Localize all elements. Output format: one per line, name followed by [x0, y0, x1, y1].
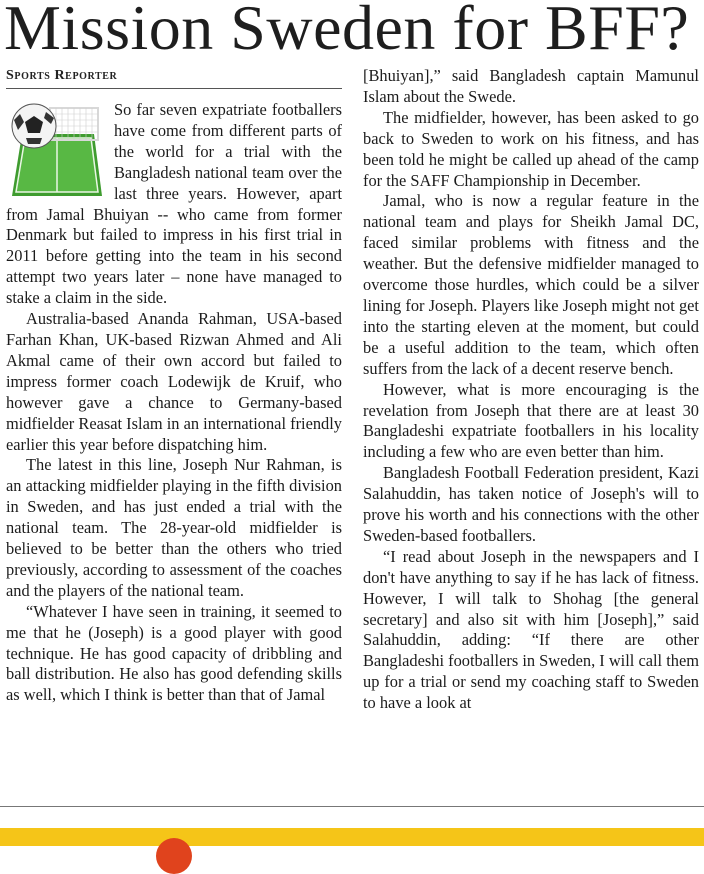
- headline: Mission Sweden for BFF?: [4, 0, 690, 63]
- paragraph: The midfielder, however, has been asked to go back to Sweden to work on his fitness, and has been told he might be called up ahead of the camp for the SAFF Championship in December.: [363, 107, 699, 190]
- column-left: [6, 100, 342, 706]
- paragraph: “I read about Joseph in the newspapers and I don't have anything to say if he has lack of fitness. However, I will talk to Shohag [the general secretary] and also sit with him [Joseph],” said Salahuddin, adding: “If there are other Bangladeshi footballers in Sweden, I will call them up for a trial or send my coaching staff to Sweden to have a look at: [363, 546, 699, 713]
- paragraph: Bangladesh Football Federation president, Kazi Salahuddin, has taken notice of Joseph's will to prove his worth and his connections with the other Sweden-based footballers.: [363, 463, 699, 545]
- byline: Sports Reporter: [6, 68, 118, 83]
- paragraph: [6, 100, 342, 309]
- paragraph: However, what is more encouraging is the revelation from Joseph that there are at least 30 Bangladeshi expatriate footballers in his locality including a few who are even better than him.: [363, 379, 699, 462]
- column-right: [363, 66, 699, 714]
- paragraph: [Bhuiyan],” said Bangladesh captain Mamunul Islam about the Swede.: [363, 66, 699, 106]
- byline-rule: [6, 88, 342, 89]
- advertisement-logo-icon: [156, 838, 192, 874]
- paragraph: “Whatever I have seen in training, it seemed to me that he (Joseph) is a good player with good technique. He has good capacity of dribbling and ball distribution. He also has good defending skills as well, which I think is better than that of Jamal: [6, 601, 342, 705]
- advertisement-band: [0, 828, 704, 846]
- bottom-rule: [0, 806, 704, 807]
- paragraph-text: So far seven expatriate footballers have come from different parts of the world for a trial with the Bangladesh national team over the last three years. However, apart from Jamal Bhuiyan -- who came from former Denmark but failed to impress in his first trial in 2011 before getting into the team in his second attempt two years later – none have managed to stake a claim in the side.: [6, 100, 342, 308]
- paragraph: The latest in this line, Joseph Nur Rahman, is an attacking midfielder playing in the fifth division in Sweden, and has just ended a trial with the national team. The 28-year-old midfielder is believed to be better than the others who tried previously, according to assessment of the coaches and the players of the national team.: [6, 455, 342, 600]
- paragraph: Jamal, who is now a regular feature in the national team and plays for Sheikh Jamal DC, faced similar problems with fitness and the weather. But the defensive midfielder managed to overcome those hurdles, which could be a silver lining for Joseph. Players like Joseph might not get into the starting eleven at the moment, but could be a useful addition to the team, which often suffers from the lack of a decent reserve bench.: [363, 191, 699, 378]
- football-pitch-icon: [6, 100, 106, 200]
- paragraph: Australia-based Ananda Rahman, USA-based Farhan Khan, UK-based Rizwan Ahmed and Ali Akmal came of their own accord but failed to impress former coach Lodewijk de Kruif, who however gave a chance to Germany-based midfielder Reasat Islam in an international friendly earlier this year before dispatching him.: [6, 309, 342, 454]
